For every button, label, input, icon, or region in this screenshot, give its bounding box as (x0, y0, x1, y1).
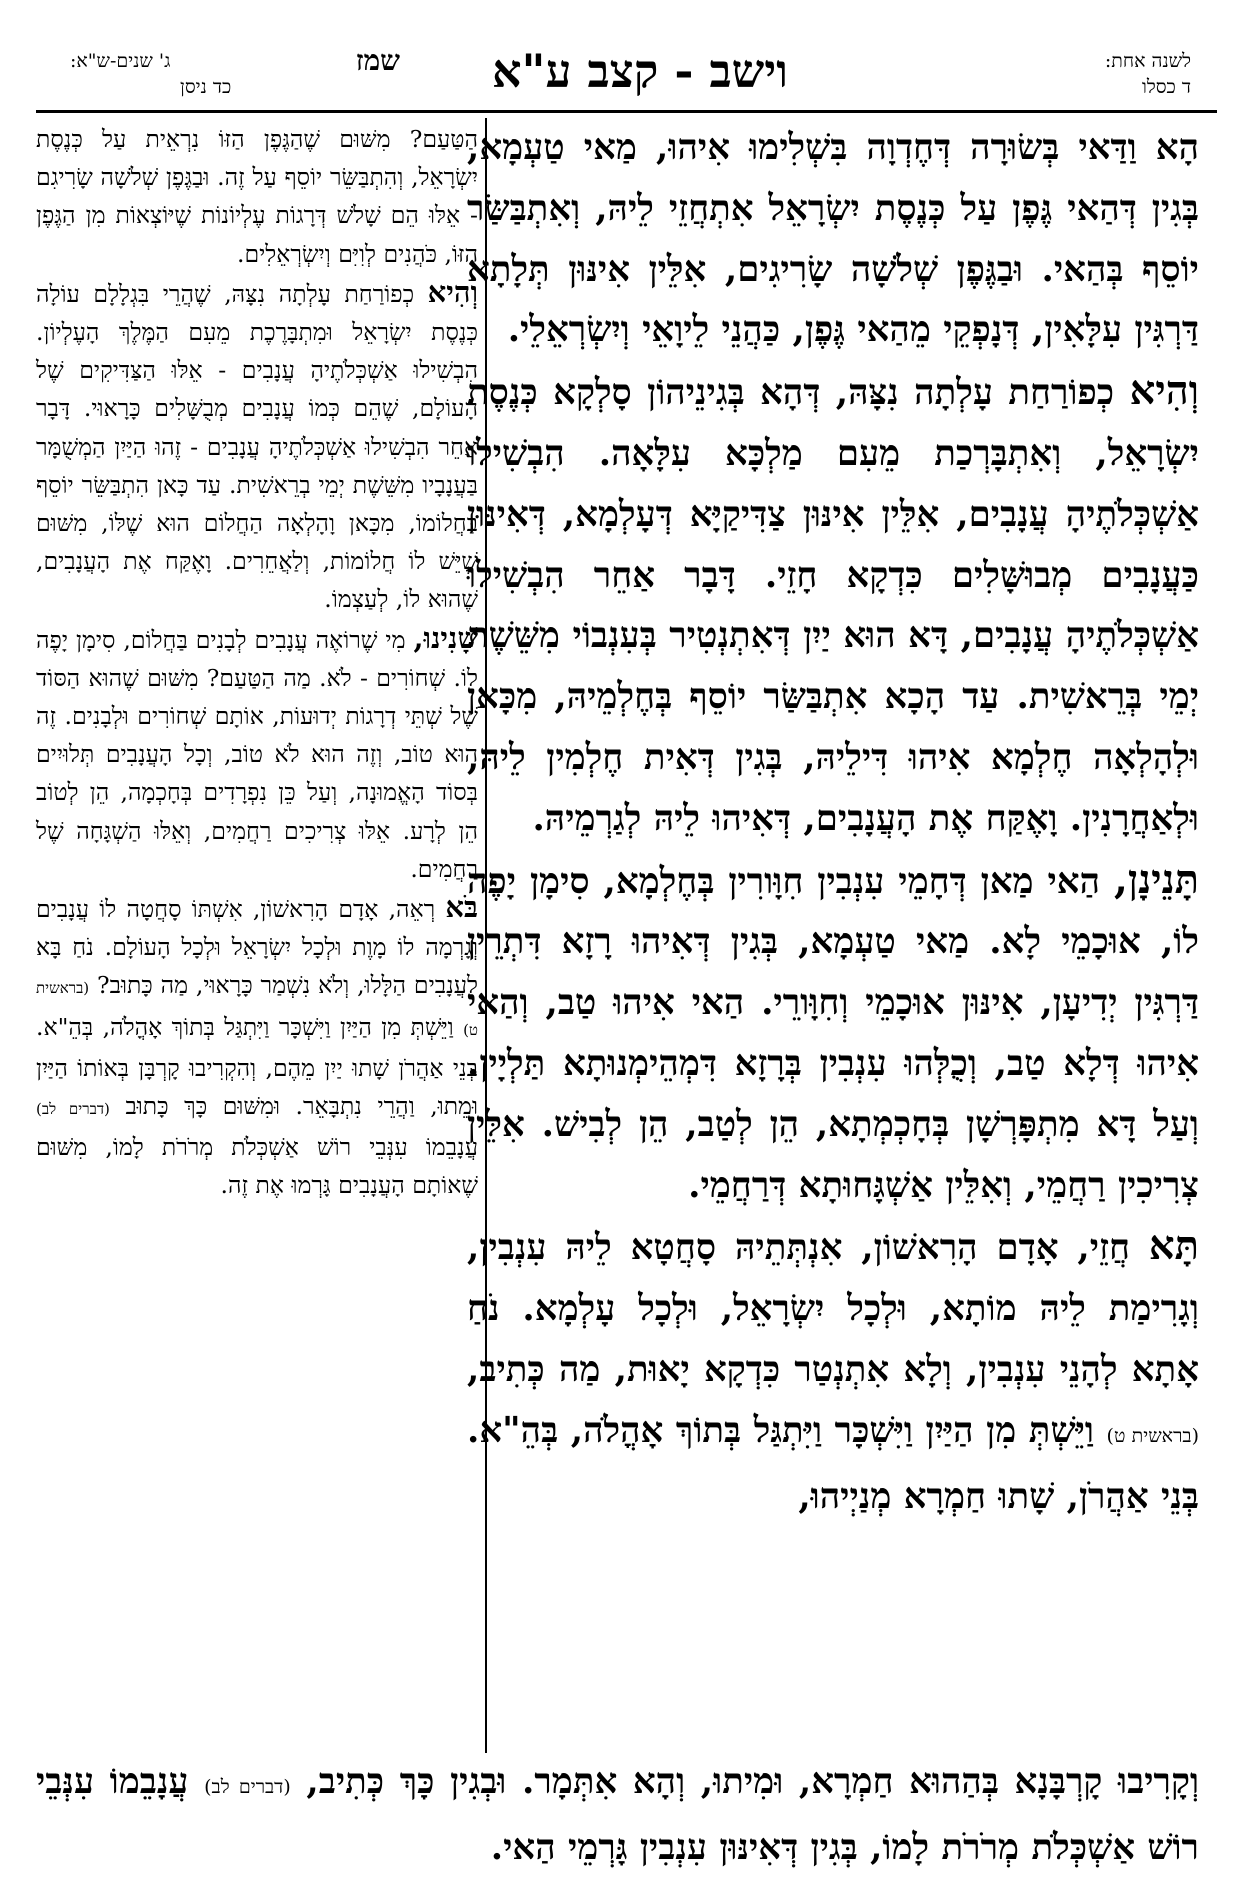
paragraph-body: חֲזֵי, אָדָם הָרִאשׁוֹן, אִנְתְּתֵיהּ סָחֲטָא לֵיהּ עִנְבִין, וְגָרִימַת לֵיהּ מוֹתָא, וּלְכָל יִשְׂרָאֵל, וּלְכָל עָלְמָא. נֹחַ אָתָא לְהָנֵי עִנְבִין, וְלָא אִתְנְטַר כִּדְקָא יָאוּת, מַה כְּתִיב, (467, 1227, 1199, 1390)
paragraph-body: וַיֵּשְׁתְּ מִן הַיַּיִן וַיִּשְׁכָּר וַיִּתְגַּל בְּתוֹךְ אָהֳלֹה, בְּהֵ"א. בְּנֵי אַהֲרֹן שָׁתוּ יַיִן מֵהֶם, וְהִקְרִיבוּ קָרְבָּן בְּאוֹתוֹ הַיַּיִן וּמֵתוּ, וַהֲרֵי נִתְבָּאֵר. וּמִשּׁוּם כָּךְ כָּתוּב (36, 1012, 479, 1121)
scripture-reference: (בראשית ט) (36, 979, 478, 1039)
scripture-reference: (דברים לב) (204, 1776, 291, 1798)
header-three-years-label: ג' שנים-ש"א: (70, 50, 171, 72)
header-three-years-date: כד ניסן (180, 76, 232, 98)
paragraph-opening-word: שָׁנִינוּ, (413, 620, 478, 655)
translation-column (36, 120, 478, 1205)
main-paragraph (467, 850, 1199, 1217)
paragraph-body: כְפוֹרַחַת עָלְתָה נִצָּהּ, דְּהָא בְּגִינֵיהוֹן סָלְקָא כְּנֶסֶת יִשְׂרָאֵל, וְאִתְבָּרְכַת מֵעִם מַלְכָּא עִלָּאָה. הִבְשִׁילוּ אַשְׁכְּלֹתֶיהָ עֲנָבִים, אִלֵּין אִינּוּן צַדִּיקַיָּא דְּעָלְמָא, דְּאִינּוּן כַּעֲנָבִים מְבוּשָּׁלִים כִּדְקָא חָזֵי. דָּבָר אַחֵר הִבְשִׁילוּ אַשְׁכְּלֹתֶיהָ עֲנָבִים, דָּא הוּא יַיִן דְּאִתְנְטִיר בְּעִנְבוֹי מִשֵּׁשֶׁת יְמֵי בְּרֵאשִׁית. עַד הָכָא אִתְבַּשַּׂר יוֹסֵף בְּחֶלְמֵיהּ, מִכָּאן וּלְהָלְאָה חֶלְמָא אִיהוּ דִּילֵיהּ, בְּגִין דְּאִית חֶלְמִין לֵיהּ, וּלְאַחֲרָנִין. וָאֶקַּח אֶת הָעֲנָבִים, דְּאִיהוּ לֵיהּ לְגַרְמֵיהּ. (467, 372, 1199, 839)
bottom-paragraph (36, 1752, 1199, 1879)
main-paragraph (467, 1216, 1199, 1527)
paragraph-body: רְאֵה, אָדָם הָרִאשׁוֹן, אִשְׁתּוֹ סָחֲטָה לוֹ עֲנָבִים וְגָרְמָה לוֹ מָוֶת וּלְכָל יִשְׂרָאֵל וּלְכָל הָעוֹלָם. נֹחַ בָּא לָעֲנָבִים הַלָּלוּ, וְלֹא נִשְׁמַר כָּרָאוּי, מַה כָּתוּב? (36, 895, 478, 1000)
paragraph-opening-word: בֹּא (445, 890, 478, 925)
translation-paragraph (36, 888, 478, 1205)
header-study-schedule-one-year (961, 48, 1191, 100)
bottom-text-full-width (36, 1752, 1199, 1879)
paragraph-body: כְפוֹרַחַת עָלְתָה נִצָּהּ, שֶׁהֲרֵי בִּגְלָלָם עוֹלָה כְּנֶסֶת יִשְׂרָאֵל וּמִתְבָּרֶכֶת מֵעִם הַמֶּלֶךְ הָעֶלְיוֹן. הִבְשִׁילוּ אַשְׁכְּלֹתֶיהָ עֲנָבִים - אֵלּוּ הַצַּדִּיקִים שֶׁל הָעוֹלָם, שֶׁהֵם כְּמוֹ עֲנָבִים מְבֻשָּׁלִים כָּרָאוּי. דָּבָר אַחֵר הִבְשִׁילוּ אַשְׁכְּלֹתֶיהָ עֲנָבִים - זֶהוּ הַיַּיִן הַמְשֻׁמָּר בַּעֲנָבָיו מִשֵּׁשֶׁת יְמֵי בְרֵאשִׁית. עַד כָּאן הִתְבַּשֵּׂר יוֹסֵף בַּחֲלוֹמוֹ, מִכָּאן וָהָלְאָה הַחֲלוֹם הוּא שֶׁלּוֹ, מִשּׁוּם שֶׁיֵּשׁ לוֹ חֲלוֹמוֹת, וְלַאֲחֵרִים. וָאֶקַּח אֶת הָעֲנָבִים, שֶׁהוּא לוֹ, לְעַצְמוֹ. (36, 279, 478, 614)
paragraph-opening-word: וְהִיא (427, 274, 478, 309)
main-paragraph (467, 361, 1199, 849)
scripture-reference: (בראשית ט) (1106, 1424, 1199, 1447)
paragraph-opening-word: וְהִיא (1129, 367, 1199, 415)
translation-paragraph: הַטַּעַם? מִשּׁוּם שֶׁהַגֶּפֶן הַזּוֹ נִרְאֵית עַל כְּנֶסֶת יִשְׂרָאֵל, וְהִתְבַּשֵּׂר יוֹסֵף עַל זֶה. וּבַגֶּפֶן שְׁלֹשָׁה שָׂרִיגִם - אֵלּוּ הֵם שָׁלֹשׁ דְּרָגוֹת עֶלְיוֹנוֹת שֶׁיּוֹצְאוֹת מִן הַגֶּפֶן הַזּוֹ, כֹּהֲנִים לְוִיִּם וְיִשְׂרְאֵלִים. (36, 125, 478, 268)
paragraph-body: מִי שֶׁרוֹאֶה עֲנָבִים לְבָנִים בַּחֲלוֹם, סִימָן יָפֶה לוֹ. שְׁחוֹרִים - לֹא. מַה הַטַּעַם? מִשּׁוּם שֶׁהוּא הַסּוֹד שֶׁל שְׁתֵּי דְרָגוֹת יְדוּעוֹת, אוֹתָם שְׁחוֹרִים וּלְבָנִים. זֶה הוּא טוֹב, וְזֶה הוּא לֹא טוֹב, וְכָל הָעֲנָבִים תְּלוּיִים בְּסוֹד הָאֱמוּנָה, וְעַל כֵּן נִפְרָדִים בְּחָכְמָה, הֵן לְטוֹב הֵן לְרָע. אֵלּוּ צְרִיכִים רַחֲמִים, וְאֵלּוּ הַשְׁגָּחָה שֶׁל רַחֲמִים. (36, 625, 478, 883)
main-text-column (467, 118, 1199, 1527)
main-paragraph: הָא וַדַּאי בְּשׂוּרָה דְּחֶדְוָה בִּשְׁלִימוּ אִיהוּ, מַאי טַעְמָא, בְּגִין דְּהַאי גֶּפֶן עַל כְּנֶסֶת יִשְׂרָאֵל אִתְחֲזֵי לֵיהּ, וְאִתְבַּשַּׂר יוֹסֵף בְּהַאי. וּבַגֶּפֶן שְׁלֹשָׁה שָׂרִיגִים, אִלֵּין אִינּוּן תְּלָתָא דַּרְגִּין עִלָּאִין, דְּנָפְקֵי מֵהַאי גֶּפֶן, כַּהֲנֵי לֵיוָאֵי וְיִשְׂרְאֵלֵי. (467, 127, 1199, 351)
page-number: שמז (355, 44, 400, 77)
paragraph-opening-word: תָּא (1148, 1222, 1199, 1270)
translation-paragraph (36, 273, 478, 619)
page-title: וישב - קצב ע"א (491, 44, 789, 98)
paragraph-body: עֲנָבֵמוֹ עִנְּבֵי רוֹשׁ אַשְׁכְּלֹת מְרֹרֹת לָמוֹ, מִשּׁוּם שֶׁאוֹתָם הָעֲנָבִים גָּרְמוּ אֶת זֶה. (36, 1133, 478, 1200)
paragraph-body: וַיֵּשְׁתְּ מִן הַיַּיִן וַיִּשְׁכָּר וַיִּתְגַּל בְּתוֹךְ אָהֳלֹה, בְּהֵ"א. בְּנֵי אַהֲרֹן, שָׁתוּ חַמְרָא מְנַיְיהוּ, (467, 1409, 1199, 1517)
header-one-year-label: לשנה אחת: (1104, 50, 1191, 72)
header-study-schedule-three-years (70, 44, 400, 100)
paragraph-body: וְקָרִיבוּ קָרְבָּנָא בְּהַהוּא חַמְרָא, וּמִיתוּ, וְהָא אִתְּמָר. וּבְגִין כָּךְ כְּתִיב, (306, 1761, 1200, 1802)
paragraph-body: הַאי מַאן דְּחָמֵי עִנְבִין חִוָּורִין בְּחֶלְמָא, סִימָן יָפֶה לוֹ, אוּכָמֵי לָא. מַאי טַעְמָא, בְּגִין דְּאִיהוּ רָזָא דִּתְרֵין דַּרְגִּין יְדִיעָן, אִינּוּן אוּכָמֵי וְחִוָּורֵי. הַאי אִיהוּ טַב, וְהַאי אִיהוּ דְּלָא טַב, וְכֻלְּהוּ עִנְבִין בְּרָזָא דִּמְהֵימְנוּתָא תַּלְיָין. וְעַל דָּא מִתְפָּרְשָׁן בְּחָכְמְתָא, הֵן לְטַב, הֵן לְבִישׁ. אִלֵּין צְרִיכִין רַחֲמֵי, וְאִלֵּין אַשְׁגָּחוּתָא דְּרַחֲמֵי. (467, 860, 1199, 1206)
header-one-year-date: ד כסלו (1141, 76, 1191, 98)
scripture-reference: (דברים לב) (36, 1100, 110, 1119)
paragraph-opening-word: תָּנֵינָן, (1113, 855, 1199, 903)
header-divider (36, 110, 1217, 113)
paragraph-body: עֲנָבֵמוֹ עִנְּבֵי רוֹשׁ אַשְׁכְּלֹת מְרֹרֹת לָמוֹ, בְּגִין דְּאִינּוּן עִנְבִין גָּרְמֵי הַאי. (36, 1761, 1199, 1868)
translation-paragraph (36, 619, 478, 888)
